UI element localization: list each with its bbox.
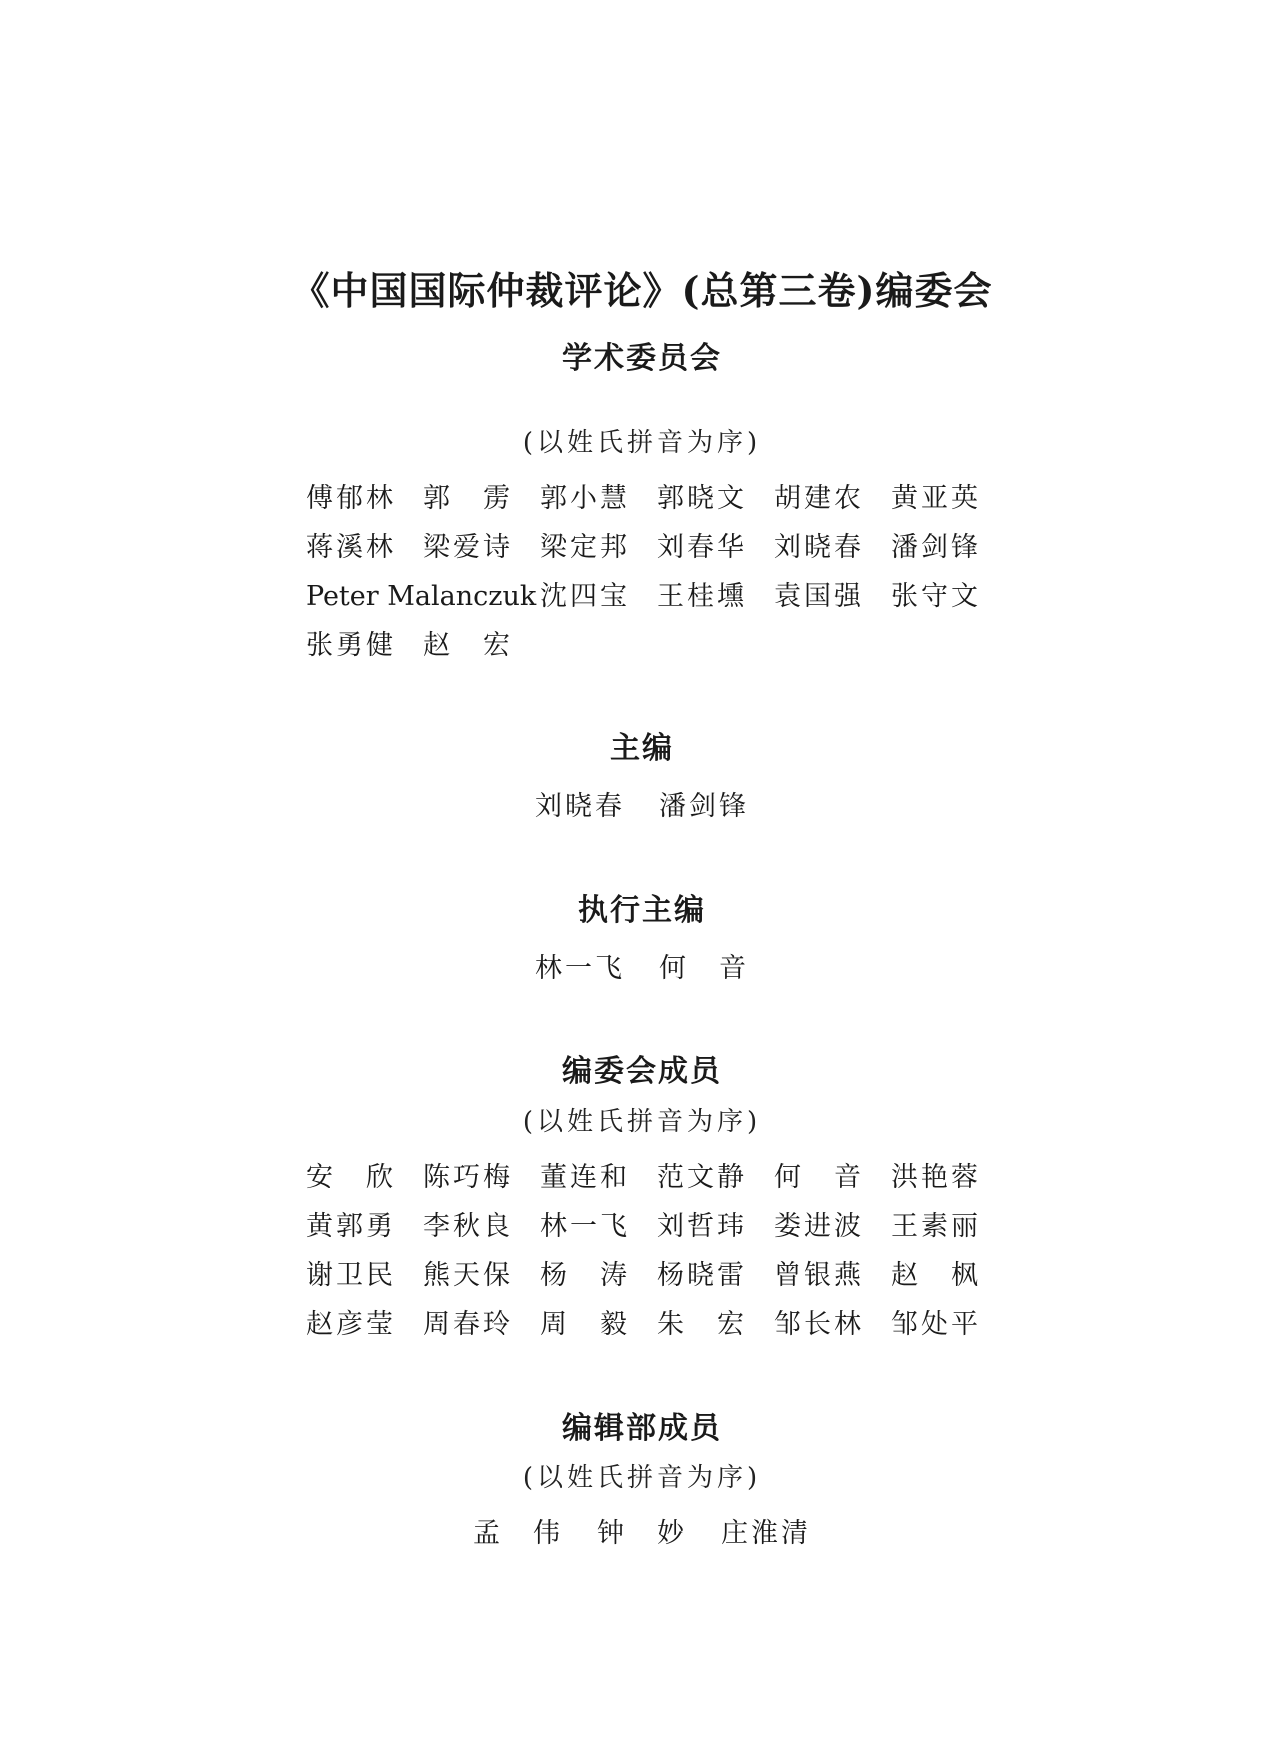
member-name: 张守文 xyxy=(891,581,981,612)
member-name: 潘剑锋 xyxy=(659,791,749,822)
member-name: 范文静 xyxy=(657,1162,747,1193)
member-name: 洪艳蓉 xyxy=(891,1162,981,1193)
member-name: 谢卫民 xyxy=(306,1260,396,1291)
editorial-department-note: (以姓氏拼音为序) xyxy=(522,1463,762,1493)
member-name: 王素丽 xyxy=(891,1211,981,1242)
member-name: 蒋溪林 xyxy=(306,532,396,563)
member-name: 陈巧梅 xyxy=(423,1162,513,1193)
member-name: 张勇健 xyxy=(306,630,396,661)
member-name: 黄郭勇 xyxy=(306,1211,396,1242)
academic-committee-list xyxy=(306,483,986,661)
member-name: 何 音 xyxy=(774,1162,864,1193)
academic-committee-heading: 学术委员会 xyxy=(562,341,722,376)
chief-editors-list xyxy=(0,791,1284,822)
member-name: 朱 宏 xyxy=(657,1309,747,1340)
member-name: 何 音 xyxy=(659,953,749,984)
academic-committee-note: (以姓氏拼音为序) xyxy=(522,428,762,458)
member-name: 胡建农 xyxy=(774,483,864,514)
member-name: 董连和 xyxy=(540,1162,630,1193)
member-name: 杨晓雷 xyxy=(657,1260,747,1291)
member-name: 刘春华 xyxy=(657,532,747,563)
member-name: 钟 妙 xyxy=(597,1518,687,1549)
editorial-board-list xyxy=(306,1162,986,1340)
member-name: 周 毅 xyxy=(540,1309,630,1340)
member-name: 林一飞 xyxy=(540,1211,630,1242)
member-name: 熊天保 xyxy=(423,1260,513,1291)
member-name: 赵彦莹 xyxy=(306,1309,396,1340)
member-name: 潘剑锋 xyxy=(891,532,981,563)
member-name: 赵 宏 xyxy=(423,630,513,661)
member-name: 孟 伟 xyxy=(473,1518,563,1549)
member-name: 郭 雳 xyxy=(423,483,513,514)
member-name: 李秋良 xyxy=(423,1211,513,1242)
member-name: 梁定邦 xyxy=(540,532,630,563)
member-name: 庄淮清 xyxy=(721,1518,811,1549)
member-name: 周春玲 xyxy=(423,1309,513,1340)
member-name: 郭晓文 xyxy=(657,483,747,514)
member-name: 邹长林 xyxy=(774,1309,864,1340)
member-name: 郭小慧 xyxy=(540,483,630,514)
member-name: 曾银燕 xyxy=(774,1260,864,1291)
member-name: 刘晓春 xyxy=(774,532,864,563)
member-name: 娄进波 xyxy=(774,1211,864,1242)
editorial-board-heading: 编委会成员 xyxy=(562,1054,722,1089)
editorial-department-heading: 编辑部成员 xyxy=(562,1411,722,1446)
member-name: 黄亚英 xyxy=(891,483,981,514)
member-name: 安 欣 xyxy=(306,1162,396,1193)
editorial-board-note: (以姓氏拼音为序) xyxy=(522,1107,762,1137)
member-name: 刘晓春 xyxy=(535,791,625,822)
member-name: 刘哲玮 xyxy=(657,1211,747,1242)
member-name: 林一飞 xyxy=(535,953,625,984)
member-name: 袁国强 xyxy=(774,581,864,612)
member-name: 杨 涛 xyxy=(540,1260,630,1291)
member-name: 沈四宝 xyxy=(540,581,630,612)
member-name: 王桂壎 xyxy=(657,581,747,612)
editorial-department-list xyxy=(0,1518,1284,1549)
member-name: Peter Malanczuk xyxy=(306,581,537,612)
member-name: 赵 枫 xyxy=(891,1260,981,1291)
page-title: 《中国国际仲裁评论》(总第三卷)编委会 xyxy=(291,268,993,313)
member-name: 傅郁林 xyxy=(306,483,396,514)
executive-editors-list xyxy=(0,953,1284,984)
member-name: 梁爱诗 xyxy=(423,532,513,563)
member-name: 邹处平 xyxy=(891,1309,981,1340)
executive-editors-heading: 执行主编 xyxy=(578,893,706,928)
chief-editors-heading: 主编 xyxy=(610,731,674,766)
